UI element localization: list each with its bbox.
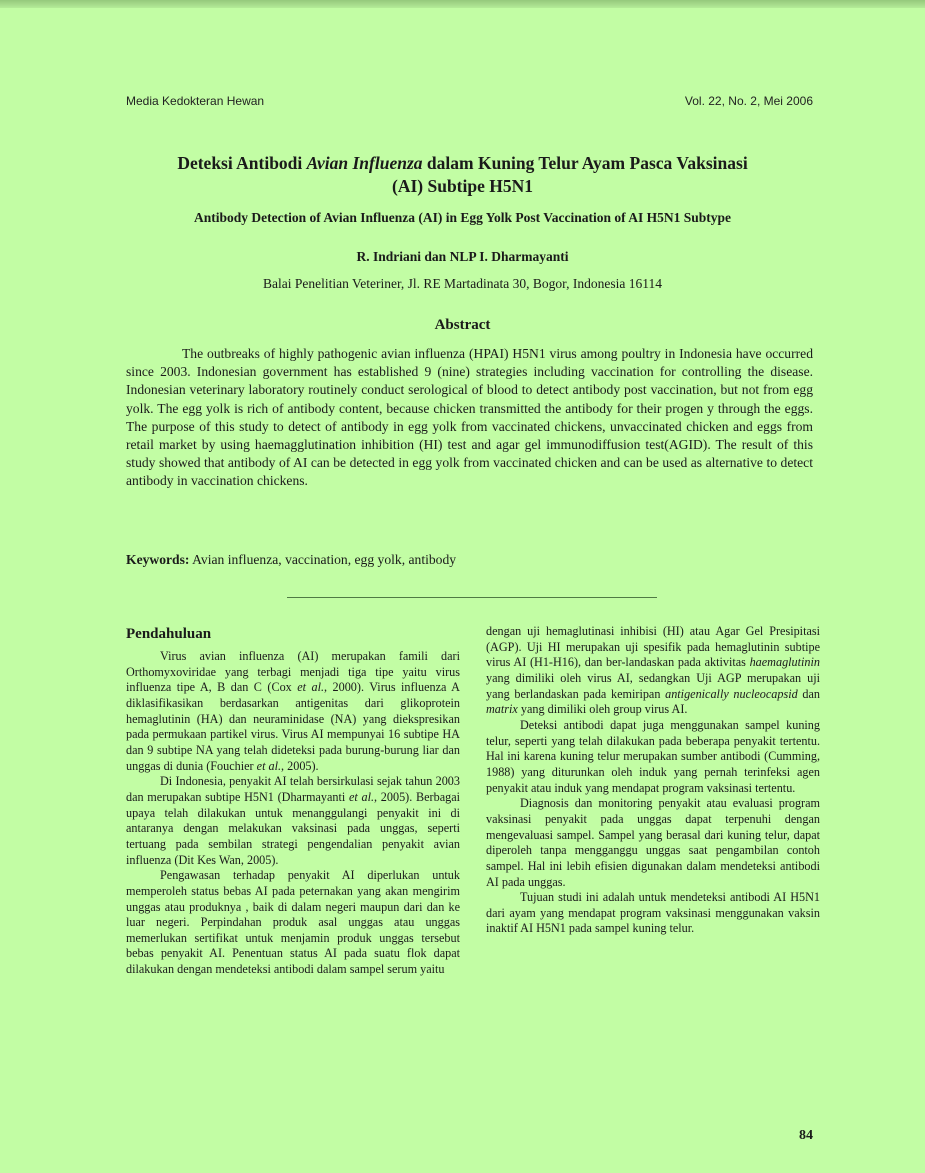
paragraph: Deteksi antibodi dapat juga menggunakan sampel kuning telur, seperti yang telah dilakukan pada beberapa penyakit tertentu. Hal ini karena kuning telur merupakan sumber antibodi (Cumming, 1988) yang diturunkan oleh induk yang pernah terinfeksi agen penyakit atau induk yang mendapat program vaksinasi tertentu. [486, 717, 820, 795]
citation-etal: et al. [297, 680, 325, 695]
citation-etal: et al. [256, 758, 282, 773]
paragraph: Tujuan studi ini adalah untuk mendeteksi antibodi AI H5N1 dari ayam yang mendapat program vaksinasi menggunakan vaksin inaktif AI H5N1 pada sampel kuning telur. [486, 890, 820, 936]
english-title: Antibody Detection of Avian Influenza (AI) in Egg Yolk Post Vaccination of AI H5N1 Subtype [193, 210, 732, 225]
section-heading: Pendahuluan [126, 626, 212, 642]
paragraph [126, 774, 460, 868]
text-run: dengan uji hemaglutinasi inhibisi (HI) atau Agar Gel Presipitasi (AGP). Uji HI merupakan uji spesifik pada hemaglutinin subtipe virus AI (H1-H16), dan ber-landaskan pada aktivitas [486, 624, 820, 670]
italic-term: matrix [486, 702, 518, 717]
section-divider [287, 597, 657, 598]
title-part2: dalam Kuning Telur Ayam Pasca Vaksinasi [422, 153, 748, 173]
text-run: Di Indonesia, penyakit AI telah bersirkulasi sejak tahun 2003 dan merupakan subtipe H5N1 (Dharmayanti [126, 774, 460, 804]
paragraph: Pengawasan terhadap penyakit AI diperlukan untuk memperoleh status bebas AI pada peternakan yang akan mengirim unggas atau produknya , baik di dalam negeri maupun dari dan ke luar negeri. Perpindahan produk asal unggas atau unggas memerlukan sertifikat untuk menjamin produk unggas tersebut bebas penyakit AI. Penentuan status AI pada suatu flok dapat dilakukan dengan mendeteksi antibodi dalam sampel serum yaitu [126, 868, 460, 977]
text-run: yang dimiliki oleh virus AI, sedangkan Uji AGP merupakan uji yang berlandaskan pada kemiripan [486, 670, 820, 701]
paragraph [126, 649, 460, 774]
issue-info: Vol. 22, No. 2, Mei 2006 [684, 94, 813, 108]
italic-term: haemaglutinin [749, 655, 820, 670]
page-number: 84 [799, 1128, 813, 1143]
abstract-heading: Abstract [434, 317, 491, 333]
text-run: , 2000). Virus influenza A diklasifikasikan berdasarkan antigenitas dari glikoprotein hemaglutinin (HA) dan neuraminidase (NA) yang diekspresikan pada permukaan partikel virus. Virus AI mempunyai 16 subtipe HA dan 9 subtipe NA yang telah dideteksi pada burung-burung liar dan unggas di dunia (Fouchier [126, 680, 460, 773]
keywords-value: Avian influenza, vaccination, egg yolk, antibody [189, 552, 457, 567]
right-column [486, 624, 820, 937]
paragraph [486, 624, 820, 718]
paper-title [100, 152, 825, 198]
citation-etal: et al. [349, 789, 375, 804]
title-line2: (AI) Subtipe H5N1 [392, 176, 533, 196]
left-column [126, 624, 460, 978]
affiliation: Balai Penelitian Veteriner, Jl. RE Martadinata 30, Bogor, Indonesia 16114 [263, 276, 662, 291]
text-run: Virus avian influenza (AI) merupakan famili dari Orthomyxoviridae yang terbagi menjadi tiga tipe yaitu virus influenza tipe A, B dan C (Cox [126, 649, 460, 695]
authors: R. Indriani dan NLP I. Dharmayanti [356, 249, 569, 264]
abstract-body: The outbreaks of highly pathogenic avian influenza (HPAI) H5N1 virus among poultry in Indonesia have occurred since 2003. Indonesian government has established 9 (nine) strategies including vaccination for controlling the disease. Indonesian veterinary laboratory routinely conduct serological of blood to detect antibody post vaccination, but not from egg yolk. The egg yolk is rich of antibody content, because chicken transmitted the antibody for their progen y through the eggs. The purpose of this study to detect of antibody in egg yolk from vaccinated chickens, unvaccinated chicken and eggs from retail market by using haemagglutination inhibition (HI) test and agar gel immunodiffusion test(AGID). The result of this study showed that antibody of AI can be detected in egg yolk from vaccinated chicken and can be used as alternative to detect antibody in vaccination chickens. [126, 346, 813, 489]
journal-name: Media Kedokteran Hewan [126, 94, 265, 108]
italic-term: antigenically nucleocapsid [665, 686, 798, 701]
keywords-label: Keywords: [126, 552, 190, 567]
top-border [0, 0, 925, 8]
text-run: yang dimiliki oleh group virus AI. [517, 702, 688, 717]
keywords [126, 552, 456, 568]
text-run: , 2005). [281, 758, 319, 773]
text-run: , 2005). Berbagai upaya telah dilakukan untuk menanggulangi penyakit ini di antaranya dengan melakukan vaksinasi pada unggas, seperti tertuang pada sembilan strategi pengendalian penyakit avian influenza (Dit Kes Wan, 2005). [126, 789, 460, 867]
title-part1: Deteksi Antibodi [177, 153, 307, 173]
text-run: dan [797, 686, 820, 701]
title-italic: Avian Influenza [306, 153, 423, 173]
paragraph: Diagnosis dan monitoring penyakit atau evaluasi program vaksinasi penyakit pada unggas dapat terpenuhi dengan mengevaluasi sampel. Sampel yang berasal dari kuning telur, dapat diperoleh tanpa mengganggu unggas saat pengambilan contoh sampel. Hal ini lebih efisien digunakan dalam mendeteksi antibodi AI pada unggas. [486, 796, 820, 889]
